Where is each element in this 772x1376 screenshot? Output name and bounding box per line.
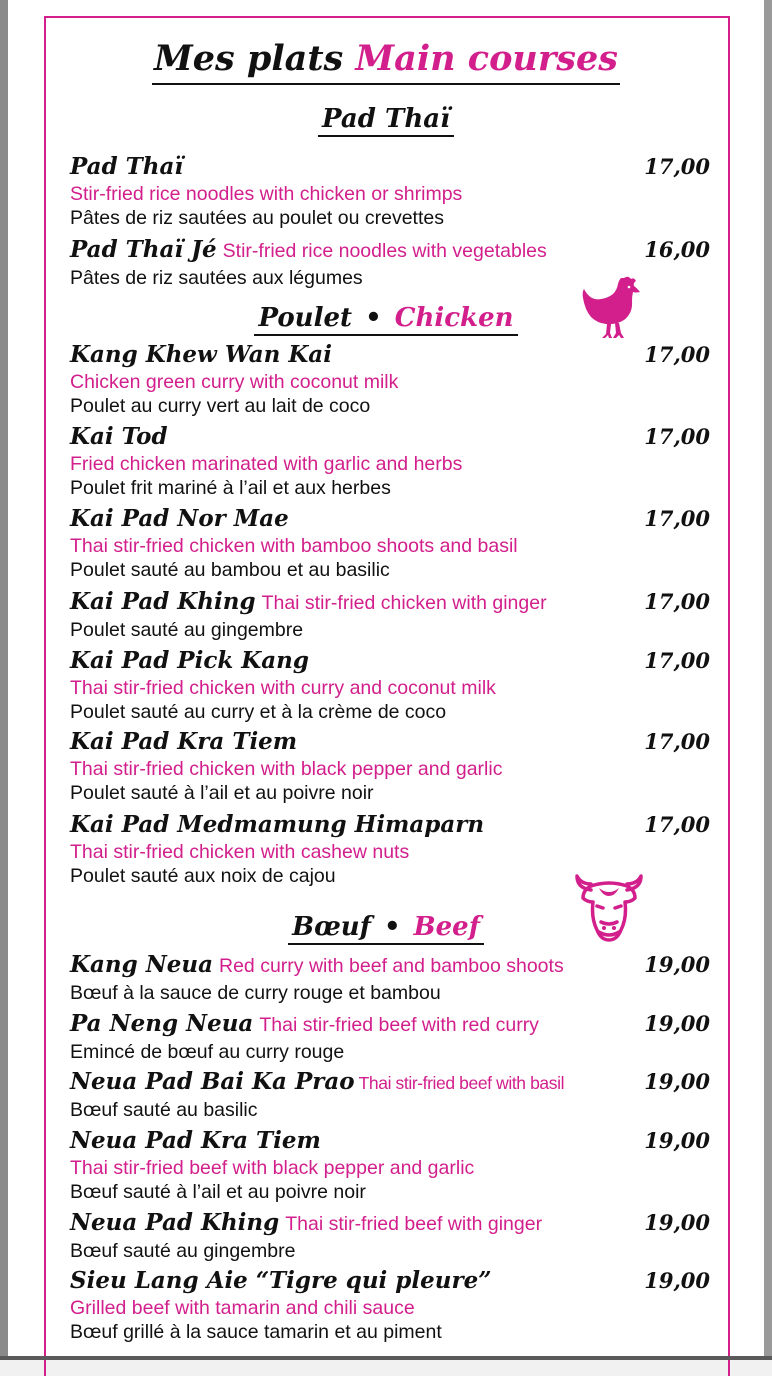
menu-item [70,727,710,805]
section-title-beef: Bœuf • Beef [0,910,772,945]
item-description-fr: Poulet sauté au gingembre [70,619,304,641]
item-description-fr: Bœuf grillé à la sauce tamarin et au piment [70,1321,442,1343]
viewer-left-edge [0,0,8,1360]
item-name: Kai Pad Pick Kang [70,647,309,674]
item-description-fr: Emincé de bœuf au curry rouge [70,1041,345,1063]
menu-item [70,1126,710,1204]
menu-item [70,422,710,500]
section-title-pad-thai: Pad Thaï [0,102,772,137]
item-description-en: Chicken green curry with coconut milk [70,371,399,393]
item-price: 17,00 [644,424,710,449]
item-description-en: Thai stir-fried chicken with curry and coconut milk [70,677,496,699]
item-name: Kai Pad Medmamung Himaparn [70,811,485,838]
item-description-fr: Poulet sauté aux noix de cajou [70,865,336,887]
item-description-fr: Bœuf à la sauce de curry rouge et bambou [70,982,441,1004]
item-description-fr: Poulet au curry vert au lait de coco [70,395,371,417]
item-description-en: Thai stir-fried chicken with bamboo shoots and basil [70,535,518,557]
item-description-en: Thai stir-fried beef with black pepper and garlic [70,1157,475,1179]
item-price: 17,00 [644,154,710,179]
menu-item [70,1067,710,1122]
page-title-fr: Mes plats [154,38,344,79]
item-description-fr: Poulet sauté au bambou et au basilic [70,559,390,581]
item-price: 19,00 [644,952,710,977]
item-price: 19,00 [644,1268,710,1293]
item-description-fr: Poulet sauté à l’ail et au poivre noir [70,782,374,804]
item-description-fr: Poulet frit mariné à l’ail et aux herbes [70,477,391,499]
item-name: Neua Pad Khing [70,1209,280,1236]
item-price: 17,00 [644,648,710,673]
item-name: Neua Pad Kra Tiem [70,1127,321,1154]
page-title [0,34,772,85]
section-title-chicken: Poulet • Chicken [0,301,772,336]
page-title-en: Main courses [355,38,618,79]
item-description-fr: Bœuf sauté au basilic [70,1099,258,1121]
item-description-en: Grilled beef with tamarin and chili sauce [70,1297,415,1319]
item-price: 17,00 [644,812,710,837]
item-description-en: Thai stir-fried beef with red curry [259,1014,539,1036]
item-name: Kang Khew Wan Kai [70,341,332,368]
menu-item [70,504,710,582]
item-name: Sieu Lang Aie “Tigre qui pleure” [70,1267,492,1294]
item-name: Pad Thaï Jé [70,236,217,263]
item-description-en: Thai stir-fried chicken with cashew nuts [70,841,410,863]
item-description-en: Thai stir-fried chicken with ginger [261,592,547,614]
item-description-en: Thai stir-fried beef with basil [358,1073,565,1093]
item-name: Kai Pad Nor Mae [70,505,289,532]
menu-item [70,587,710,642]
menu-item [70,340,710,418]
item-price: 17,00 [644,342,710,367]
menu-item [70,152,710,230]
item-description-fr: Bœuf sauté au gingembre [70,1240,296,1262]
menu-item [70,1266,710,1344]
item-price: 17,00 [644,729,710,754]
item-price: 19,00 [644,1069,710,1094]
item-price: 19,00 [644,1128,710,1153]
item-description-en: Stir-fried rice noodles with chicken or shrimps [70,183,463,205]
item-name: Kai Pad Kra Tiem [70,728,298,755]
item-description-en: Fried chicken marinated with garlic and herbs [70,453,463,475]
item-description-en: Thai stir-fried beef with ginger [285,1213,543,1235]
item-name: Kang Neua [70,951,213,978]
item-description-en: Thai stir-fried chicken with black pepper and garlic [70,758,503,780]
item-name: Pa Neng Neua [70,1010,254,1037]
item-price: 19,00 [644,1011,710,1036]
viewer-bottom-edge [0,1356,772,1360]
viewer-right-edge [764,0,772,1360]
item-name: Neua Pad Bai Ka Prao [70,1068,355,1095]
menu-item [70,1208,710,1263]
chicken-icon [580,274,642,344]
item-price: 19,00 [644,1210,710,1235]
menu-item [70,646,710,724]
item-name: Kai Pad Khing [70,588,256,615]
item-description-en: Red curry with beef and bamboo shoots [219,955,564,977]
item-price: 17,00 [644,589,710,614]
item-description-fr: Poulet sauté au curry et à la crème de coco [70,701,447,723]
bull-head-icon [573,872,645,946]
item-description-fr: Pâtes de riz sautées aux légumes [70,267,363,289]
item-name: Kai Tod [70,423,168,450]
item-description-en: Stir-fried rice noodles with vegetables [222,240,547,262]
item-name: Pad Thaï [70,153,184,180]
item-price: 16,00 [644,237,710,262]
item-description-fr: Bœuf sauté à l’ail et au poivre noir [70,1181,366,1203]
menu-item [70,1009,710,1064]
menu-item [70,950,710,1005]
item-description-fr: Pâtes de riz sautées au poulet ou crevettes [70,207,444,229]
item-price: 17,00 [644,506,710,531]
